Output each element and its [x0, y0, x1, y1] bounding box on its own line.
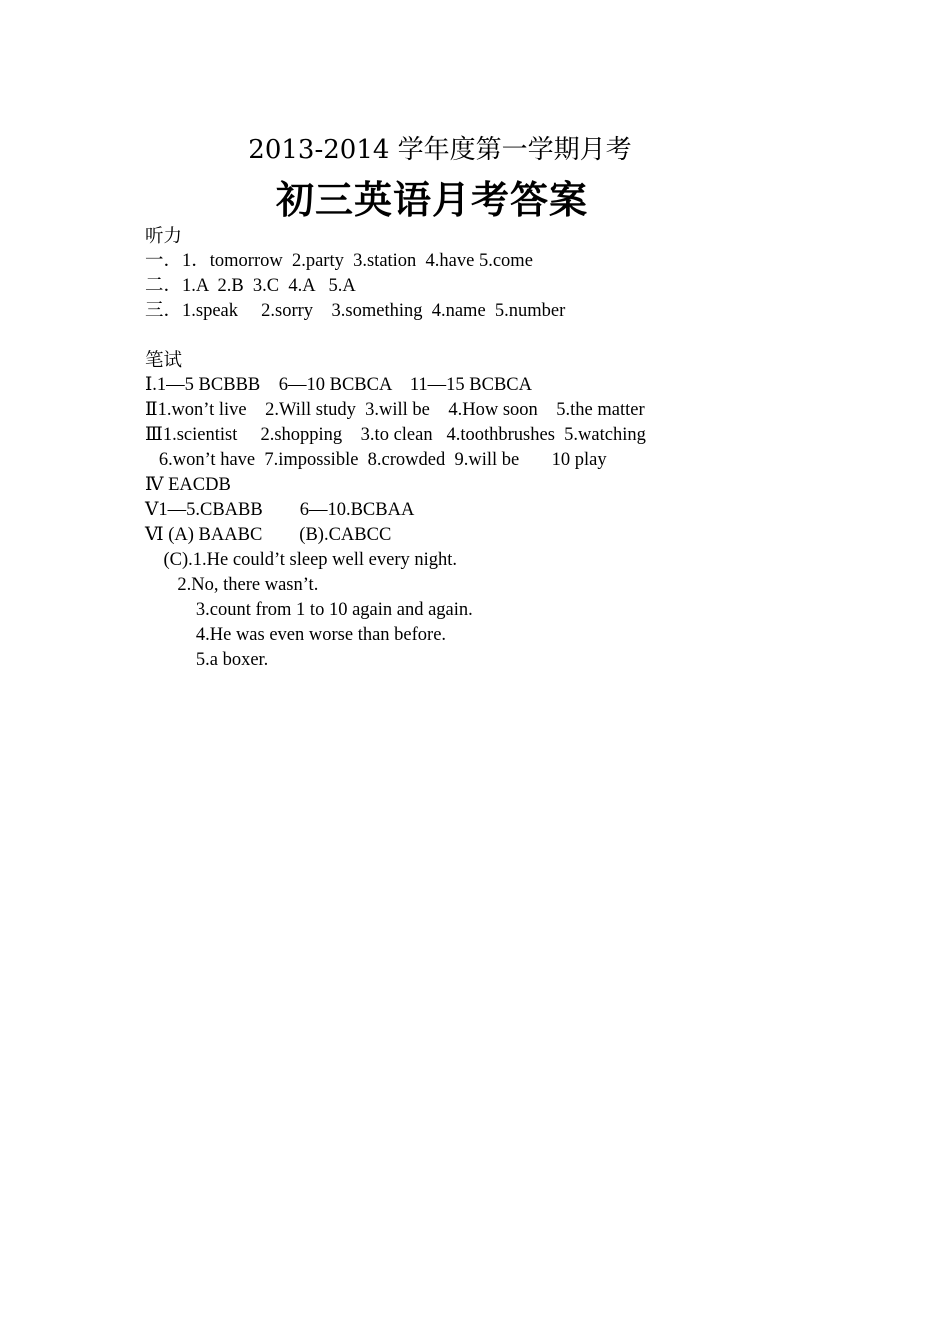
written-answer-line: 2.No, there wasn’t.: [145, 575, 319, 595]
written-answer-line: (C).1.He could’t sleep well every night.: [145, 550, 458, 570]
exam-period-title: 2013-2014 学年度第一学期月考: [248, 135, 632, 165]
written-answer-line: Ⅴ1—5.CBABB 6—10.BCBAA: [145, 500, 415, 520]
listening-answer-line: 二．1.A 2.B 3.C 4.A 5.A: [145, 276, 356, 296]
written-answer-line: Ⅲ1.scientist 2.shopping 3.to clean 4.toothbrushes 5.watching: [145, 425, 646, 445]
written-heading: 笔试: [145, 350, 183, 371]
written-answer-line: Ⅱ1.won’t live 2.Will study 3.will be 4.How soon 5.the matter: [145, 400, 645, 420]
written-answer-line: Ⅵ (A) BAABC (B).CABCC: [145, 525, 392, 545]
listening-heading: 听力: [145, 226, 183, 247]
written-answer-line: 4.He was even worse than before.: [145, 625, 447, 645]
written-answer-line: 6.won’t have 7.impossible 8.crowded 9.will be 10 play: [145, 450, 607, 470]
written-answer-line: 3.count from 1 to 10 again and again.: [145, 600, 473, 620]
written-answer-line: Ⅳ EACDB: [145, 475, 231, 495]
answer-key-title: 初三英语月考答案: [275, 178, 588, 222]
listening-answer-line: 一．1．tomorrow 2.party 3.station 4.have 5.come: [145, 251, 533, 271]
written-answer-line: Ⅰ.1—5 BCBBB 6—10 BCBCA 11—15 BCBCA: [145, 375, 532, 395]
listening-answer-line: 三．1.speak 2.sorry 3.something 4.name 5.number: [145, 301, 566, 321]
written-answer-line: 5.a boxer.: [145, 650, 269, 670]
